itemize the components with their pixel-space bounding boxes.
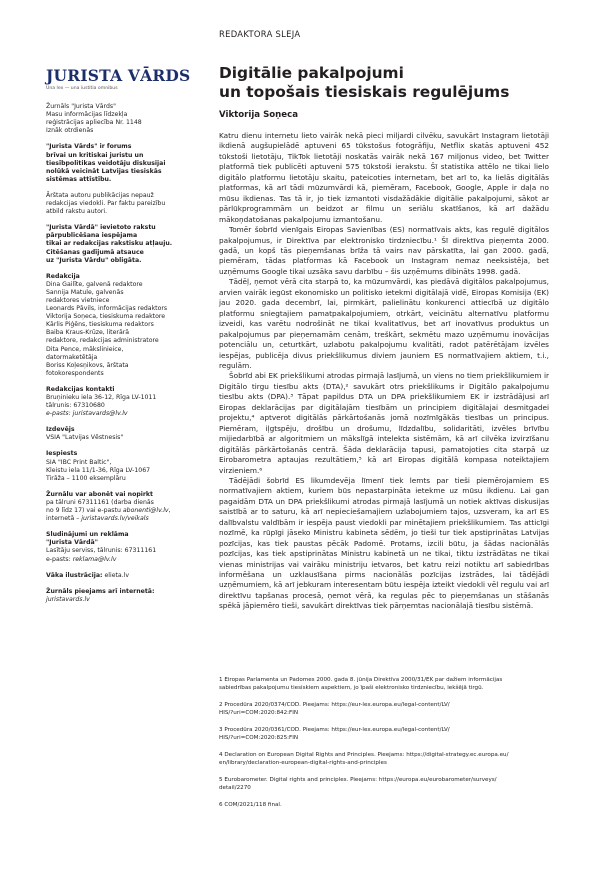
- printer-info: [46, 450, 204, 482]
- registration-line: Žurnāls "Jurista Vārds": [46, 103, 116, 111]
- ads-heading: "Jurista Vārdā": [46, 539, 98, 547]
- article-paragraph: Tomēr šobrīd vienīgais Eiropas Savienības (ES) normatīvais akts, kas regulē digitālos pakalpojumus, ir Direktīva par elektronisko tirdzniecību.¹ Šī direktīva pieņemta 2000. gadā, un kopš tās pieņemšanas brīža tā vairs nav pārskatīta, lai gan 2000. gadā, piemēram, tādas platformas kā Facebook un Instagram nemaz neeksistēja, bet uzņēmums Google tikai uzsāka savu darbību – šis uzņēmums dibināts 1998. gadā.: [219, 225, 549, 276]
- staff-line: Dita Pence, mākslinieice,: [46, 345, 124, 353]
- subscribe-line: [46, 507, 204, 515]
- disclaimer-line: redakcijas viedokli. Par faktu pareizību: [46, 200, 166, 208]
- contact-address: Bruņinieku iela 36-12, Rīga LV-1011: [46, 394, 157, 401]
- footnote-line: en/library/declaration-european-digital-rights-and-principles: [219, 760, 387, 766]
- subscribe-text: ,: [168, 507, 171, 515]
- subscribe-line: pa tālruni 67311161 (darba dienās: [46, 498, 154, 506]
- citation-line: "Jurista Vārdā" ievietoto rakstu: [46, 224, 156, 232]
- ads-email-label: e-pasts:: [46, 555, 73, 563]
- printer-line: SIA "IBC Print Baltic",: [46, 458, 112, 466]
- footnote: [219, 676, 551, 692]
- shop-link[interactable]: juristavards.lv/veikals: [81, 515, 149, 523]
- registration-line: Iznāk otrdienās: [46, 127, 94, 135]
- contact-phone: tālrunis: 67310680: [46, 402, 105, 410]
- illustration-value: elieta.lv: [102, 571, 130, 579]
- publisher-info: [46, 426, 204, 442]
- cover-illustration-credit: [46, 572, 204, 580]
- ads-heading: Sludinājumi un reklāma: [46, 531, 129, 539]
- disclaimer: [46, 192, 204, 216]
- citation-line: Citēšanas gadījumā atsauce: [46, 248, 144, 256]
- article-paragraph: Tādēļ, ņemot vērā cita starpā to, ka mūzumvārdi, kas piedāvā digitālos pakalpojumus, arvien vairāk iegūst ekonomisko un politisko ietekmi digitālajā vidē, Eiropas Komisija (EK) jau 2020. gada decembrī, lai, pirmkārt, palielinātu konkurenci attiecībā uz digitālo platformu sniegtajiem pamatpakalpojumiem, otrkārt, veicinātu alternatīvu platformu izveidi, kas varētu nodrošināt ne tikai kvalitatīvus, bet arī inovatīvus produktus un pakalpojumus par pieņemamām cenām, treškārt, sekmētu mazo uzņēmumu inovācijas potenciālu un, ceturtkārt, uzlabotu pakalpojumu kvalitāti, radot patērētājam izvēles iespējas, publicēja divus priekšlikumus diviem jauniem ES normatīvajiem aktiem, t.i., regulām.: [219, 277, 549, 370]
- title-line: Digitālie pakalpojumi: [219, 64, 404, 82]
- journal-tagline: Una lex — una iustitia omnibus: [46, 86, 118, 91]
- footnote: [219, 801, 551, 809]
- illustration-label: Vāka ilustrācija:: [46, 571, 103, 579]
- staff-line: Dina Gailīte, galvenā redaktore: [46, 280, 143, 288]
- contacts-heading: Redakcijas kontakti: [46, 385, 115, 393]
- article-author: Viktorija Soņeca: [219, 110, 299, 120]
- footnote: [219, 776, 551, 792]
- article-paragraph: Katru dienu internetu lieto vairāk nekā pieci miljardi cilvēku, savukārt Instagram lietotāji ikdienā augšupielādē aptuveni 65 tūkstošus fotogrāfiju, Netflix skatās aptuveni 452 tūkstoši lietotāju, TikTok lietotāji noskatās vairāk nekā 167 miljonus video, bet Twitter platformā tiek publicēti aptuveni 575 tūkstoši ierakstu. Šī statistika attēlo ne tikai lielo digitālo platformu lietotāju skaitu, pateicoties internetam, bet arī to, ka lielās digitālās platformas, kā arī tādi mūzumvārdi kā, piemēram, Facebook, Google, Apple ir daļa no mūsu ikdienas. Tas tā ir, jo tiek izmantoti visdažādākie digitālie pakalpojumi, sākot ar pārlūkprogrammām un beidzot ar filmu un seriālu skatīšanos, kā arī dažādu mākoņdatošanas pakalpojumu izmantošanu.: [219, 131, 549, 224]
- editorial-contacts: [46, 386, 204, 418]
- publisher-name: VSIA "Latvijas Vēstnesis": [46, 434, 124, 442]
- mission-statement: [46, 143, 204, 183]
- staff-line: fotokorespondents: [46, 369, 104, 377]
- staff-line: redaktore, redakcijas administratore: [46, 337, 159, 345]
- ads-email-line: [46, 556, 204, 564]
- staff-line: redaktores vietniece: [46, 296, 110, 304]
- footnote: [219, 751, 551, 767]
- disclaimer-line: Ārštata autoru publikācijas nepauž: [46, 191, 154, 199]
- staff-line: datormaketētāja: [46, 353, 98, 361]
- website-link[interactable]: juristavards.lv: [46, 595, 90, 603]
- footnote-line: 3 Procedūra 2020/0361/COD. Pieejams: https://eur-lex.europa.eu/legal-content/LV/: [219, 727, 450, 733]
- article: [219, 64, 549, 612]
- ads-info: [46, 531, 204, 563]
- footnotes: [219, 676, 551, 818]
- footnote-line: 1 Eiropas Parlamenta un Padomes 2000. gada 8. jūnija Direktīva 2000/31/EK par dažiem informācijas: [219, 677, 503, 683]
- footnote: [219, 701, 551, 717]
- mission-line: sistēmas attīstību.: [46, 175, 112, 183]
- publisher-heading: Izdevējs: [46, 426, 75, 434]
- footnote-line: HIS/?uri=COM:2020:842:FIN: [219, 710, 299, 716]
- registration-info: [46, 103, 204, 135]
- staff-line: Boriss Koļesņikovs, ārštata: [46, 361, 129, 369]
- subscribe-heading: Žurnālu var abonēt vai nopirkt: [46, 490, 154, 498]
- staff-line: Sannija Matule, galvenās: [46, 288, 124, 296]
- online-info: [46, 588, 204, 604]
- editorial-heading: Redakcija: [46, 272, 80, 280]
- article-paragraph: Šobrīd abi EK priekšlikumi atrodas pirmajā lasījumā, un viens no tiem priekšlikumiem ir Digitālo tirgu tiesību akts (DTA),² savukārt otrs priekšlikums ir Digitālo pakalpojumu tiesību akts (DPA).³ Tāpat papildus DTA un DPA priekšlikumiem EK ir izstrādājusi arī Eiropas deklarācijas par digitālajām tiesībām un principiem digitālajai desmitgadei projektu,⁴ aptverot digitālās pārkārtošanās jomā nozīmīgākās tiesības un principus. Piemēram, iļgtspēju, drošību un drošumu, līdzdalību, solidaritāti, izvēles brīvību mijiedarbībā ar algoritmiem un mākslīgā intelekta sistēmām, kā arī cilvēka izvirzīšanu digitālās pārkārtošanās centrā. Šāda deklarācija tapusi, pamatojoties cita starpā uz Eirobarometra aptaujas rezultātiem,⁵ kā arī Eiropas digitālā kompasa noteiktajiem virzieniem.⁶: [219, 371, 549, 475]
- mission-line: nolūkā veicināt Latvijas tiesiskās: [46, 167, 162, 175]
- citation-notice: [46, 224, 204, 264]
- title-line: un topošais tiesiskais regulējums: [219, 82, 510, 101]
- footnote-line: sabiedrības pakalpojumu tiesiskiem aspektiem, jo īpaši elektronisko tirdzniecību, iekšējā tirgū.: [219, 685, 484, 691]
- section-label: REDAKTORA SLEJA: [219, 29, 301, 39]
- mission-line: "Jurista Vārds" ir forums: [46, 143, 132, 151]
- footnote-line: HIS/?uri=COM:2020:825:FIN: [219, 735, 299, 741]
- article-title: [219, 64, 549, 101]
- registration-line: reģistrācijas apliecība Nr. 1148: [46, 119, 142, 127]
- article-paragraph: Tādējādi šobrīd ES likumdevēja līmenī tiek lemts par tieši piemērojamiem ES normatīvajiem aktiem, kuriem būs nepastarpināta ietekme uz mūsu ikdienu. Lai gan pagaidām DTA un DPA priekšlikumi atrodas pirmajā lasījumā un notiek aktīvas diskusijas saistībā ar to saturu, kā arī nepieciešamajiem uzlabojumiem tajos, uzsveram, ka arī ES dalībvalstu valdībām ir iespēja paust viedokli par minētajiem priekšlikumiem. Tas atticīgi nozīmē, ka rūpīgi jāseko Ministru kabineta sēdēm, jo tieši tur tiek apstiprinātas Latvijas pozīcijas, kas tiek paustas pēcāk Padomē. Protams, izcili būtu, ja šādas nacionālās pozīcijas, kas tiek apstiprinātas Ministru kabinetā un ne tikai, tiktu izstrādātas ne tikai vienas ministrijas vai vairāku ministriju ietvaros, bet katru reizi notiktu arī sabiedrības informēšana un uzklausīšana pirms nacionālās pozīcijas izstrādes, lai tādējādi uzņēmumiem, kā arī jebkuram interesentam būtu iespēja izteikt viedokli vēl regulu vai arī direktīvu tapšanas procesā, ņemot vērā, ka regulas pēc to pieņemšanas un stāšanās spēkā jāpiemēro tieši, savukārt direktīvas tiek pārņemtas nacionālajā tiesību sistēmā.: [219, 475, 549, 611]
- footnote-line: 5 Eurobarometer. Digital rights and principles. Pieejams: https://europa.eu/eurobarometer/surveys/: [219, 777, 497, 783]
- mission-line: tiesībpolitikas veidotāju diskusijai: [46, 159, 166, 167]
- journal-logo: JURISTA VĀRDS: [46, 66, 191, 85]
- subscription-info: [46, 491, 204, 523]
- editorial-staff: [46, 273, 204, 378]
- contact-email-link[interactable]: e-pasts: juristavards@lv.lv: [46, 410, 128, 418]
- staff-line: Viktorija Soņeca, tiesiskuma redaktore: [46, 313, 166, 321]
- ads-phone: Lasītāju serviss, tālrunis: 67311161: [46, 547, 157, 555]
- printer-line: Kleistu iela 11/1-36, Rīga LV-1067: [46, 466, 151, 474]
- citation-line: uz "Jurista Vārdu" obligāta.: [46, 256, 142, 264]
- registration-line: Masu informācijas līdzekļa: [46, 111, 128, 119]
- disclaimer-line: atbild rakstu autori.: [46, 208, 108, 216]
- ads-email-link[interactable]: reklama@lv.lv: [72, 555, 117, 563]
- citation-line: tikai ar redakcijas rakstisku atļauju.: [46, 240, 173, 248]
- mission-line: brīvai un kritiskai juristu un: [46, 151, 144, 159]
- footnote-line: 6 COM/2021/118 final.: [219, 802, 282, 808]
- citation-line: pārpublicēšana iespējama: [46, 232, 138, 240]
- footnote-line: 2 Procedūra 2020/0374/COD. Pieejams: https://eur-lex.europa.eu/legal-content/LV/: [219, 702, 450, 708]
- article-body: [219, 131, 549, 612]
- subscribe-email-link[interactable]: abonenti@lv.lv: [122, 507, 169, 515]
- staff-line: Kārlis Piģēns, tiesiskuma redaktors: [46, 321, 154, 329]
- footnote-line: detail/2270: [219, 785, 251, 791]
- subscribe-line: [46, 515, 204, 523]
- staff-line: Baiba Kraus-Krūze, literārā: [46, 329, 130, 337]
- subscribe-text: no 9 līdz 17) vai e-pastu: [46, 507, 123, 515]
- subscribe-text: internetā –: [46, 515, 82, 523]
- online-heading: Žurnāls pieejams arī internetā:: [46, 587, 155, 595]
- footnote-line: 4 Declaration on European Digital Rights and Principles. Pieejams: https://digital-strategy.ec.europa.eu/: [219, 752, 509, 758]
- footnote: [219, 726, 551, 742]
- staff-line: Leonards Pāvils, informācijas redaktors: [46, 305, 168, 313]
- printed-heading: Iespiests: [46, 450, 78, 458]
- illustration-line: [46, 572, 204, 580]
- printer-line: Tirāža – 1100 eksemplāru: [46, 474, 126, 482]
- sidebar-masthead: [46, 68, 204, 612]
